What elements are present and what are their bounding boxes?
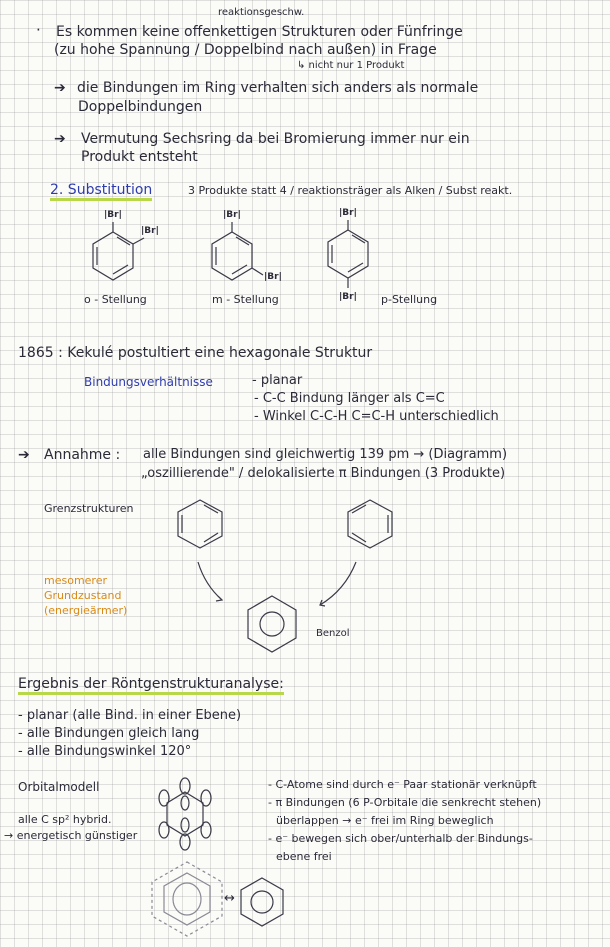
substitution-note: 3 Produkte statt 4 / reaktionsträger als Alken / Subst reakt. [188,184,513,197]
label-para: p-Stellung [381,293,438,306]
label-ortho: o - Stellung [84,293,147,306]
orbital-right-3: überlappen → e⁻ frei im Ring beweglich [276,814,494,827]
orbital-left-1: alle C sp² hybrid. [18,813,112,826]
equivalence-arrow: ↔ [224,891,235,906]
resonance-arrow-left [198,562,222,600]
roentgen-item-1: - planar (alle Bind. in einer Ebene) [18,708,242,723]
annahme-label: Annahme : [44,447,121,463]
benzol-structure [248,596,296,652]
br-label-meta-top: |Br| [223,210,241,220]
intro-line-1: Es kommen keine offenkettigen Strukturen oder Fünfringe [56,24,463,40]
bullet-dot: · [36,21,41,39]
orbital-right-2: - π Bindungen (6 P-Orbitale die senkrecht stehen) [268,796,542,809]
br-label-ortho-side: |Br| [141,226,159,236]
label-meta: m - Stellung [212,293,279,306]
orbitalmodell-heading: Orbitalmodell [18,780,100,794]
arrow-icon: ➔ [54,80,66,96]
kekule-structure-1 [178,500,222,548]
br-label-meta-side: |Br| [264,272,282,282]
benzol-label: Benzol [316,628,350,639]
kekule-item-cc: - C-C Bindung länger als C=C [254,391,445,406]
ortho-benzene-structure [93,222,144,280]
kekule-item-winkel: - Winkel C-C-H C=C-H unterschiedlich [254,409,499,424]
grenzstrukturen-label: Grenzstrukturen [44,502,134,515]
kekule-item-planar: - planar [252,373,303,388]
bindungsverhaeltnisse-label: Bindungsverhältnisse [84,375,213,389]
orbital-right-1: - C-Atome sind durch e⁻ Paar stationär verknüpft [268,778,537,791]
annahme-line-2: „oszillierende" / delokalisierte π Bindungen (3 Produkte) [141,466,506,481]
arrow-icon: ➔ [18,447,30,463]
meta-benzene-structure [212,222,263,280]
br-label-para-top: |Br| [339,208,357,218]
intro-line-2: (zu hohe Spannung / Doppelbind nach außen) in Frage [54,42,437,58]
orbital-model-drawing [159,778,211,850]
point1-line-2: Doppelbindungen [78,99,203,115]
kekule-structure-2 [348,500,392,548]
annahme-line-1: alle Bindungen sind gleichwertig 139 pm → (Diagramm) [143,447,508,462]
benzol-structure-2 [241,878,283,926]
arrow-icon: ➔ [54,131,66,147]
note-nicht-nur: ↳ nicht nur 1 Produkt [297,60,405,71]
orbital-right-5: ebene frei [276,850,332,863]
resonance-arrow-right [320,562,356,605]
roentgen-heading: Ergebnis der Röntgenstrukturanalyse: [18,676,284,695]
energiearmer-label: (energieärmer) [44,604,128,617]
point2-line-2: Produkt entsteht [81,149,198,165]
substitution-heading: 2. Substitution [50,182,152,201]
orbital-overlap-drawing [152,862,222,936]
note-reaktionsgeschw: reaktionsgeschw. [218,7,305,18]
br-label-para-bottom: |Br| [339,292,357,302]
orbital-left-2: → energetisch günstiger [4,829,138,842]
roentgen-item-3: - alle Bindungswinkel 120° [18,744,192,759]
point1-line-1: die Bindungen im Ring verhalten sich anders als normale [77,80,479,96]
grundzustand-label: Grundzustand [44,589,122,602]
para-benzene-structure [328,220,368,288]
orbital-right-4: - e⁻ bewegen sich ober/unterhalb der Bindungs- [268,832,533,845]
br-label-ortho-top: |Br| [104,210,122,220]
kekule-heading: 1865 : Kekulé postultiert eine hexagonale Struktur [18,345,373,361]
mesomerer-label: mesomerer [44,574,107,587]
point2-line-1: Vermutung Sechsring da bei Bromierung immer nur ein [81,131,470,147]
roentgen-item-2: - alle Bindungen gleich lang [18,726,200,741]
